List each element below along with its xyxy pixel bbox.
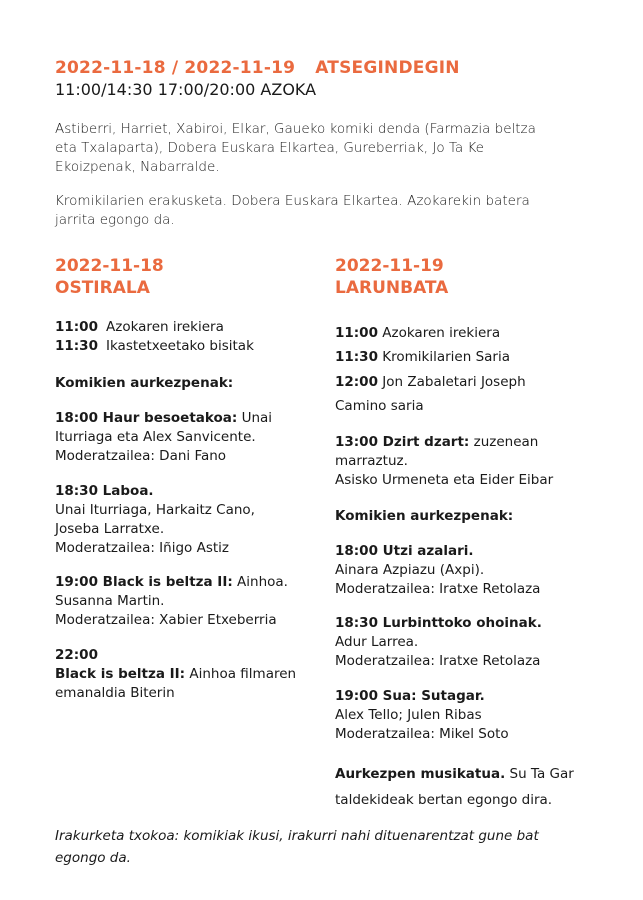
left-schedule-1 (55, 318, 224, 337)
schedule-text: Jon Zabaletari Joseph (377, 374, 526, 390)
left-date: 2022-11-18 (55, 256, 164, 276)
right-event-4 (335, 761, 574, 813)
schedule-text: Ikastetxeetako bisitak (106, 338, 254, 354)
event-text: Adur Larrea. (335, 634, 419, 650)
right-event-3 (335, 687, 509, 744)
event-title: 18:00 Utzi azalari. (335, 543, 474, 559)
header-place: ATSEGINDEGIN (315, 58, 460, 78)
footer-note (55, 825, 539, 869)
event-text: emanaldia Biterin (55, 685, 175, 701)
left-event-2 (55, 482, 255, 558)
schedule-text: Azokaren irekiera (106, 319, 224, 335)
time: 11:30 (55, 338, 98, 354)
event-text: Alex Tello; Julen Ribas (335, 707, 482, 723)
intro-line: jarrita egongo da. (55, 212, 175, 228)
event-text: zuzenean (469, 434, 539, 450)
event-text: Iturriaga eta Alex Sanvicente. (55, 429, 256, 445)
event-text: Ainhoa. (232, 574, 288, 590)
header-times: 11:00/14:30 17:00/20:00 (55, 80, 256, 99)
event-moderator: Moderatzailea: Iratxe Retolaza (335, 653, 541, 669)
event-text: taldekideak bertan egongo dira. (335, 792, 553, 808)
right-day: LARUNBATA (335, 278, 449, 298)
right-schedule-3-cont: Camino saria (335, 398, 424, 414)
event-moderator: Moderatzailea: Mikel Soto (335, 726, 509, 742)
header-subtitle (55, 80, 316, 99)
event-title: Black is beltza II: (55, 666, 186, 682)
header-dates: 2022-11-18 / 2022-11-19 (55, 58, 296, 78)
event-moderator: Moderatzailea: Dani Fano (55, 448, 227, 464)
left-day: OSTIRALA (55, 278, 150, 298)
time: 12:00 (335, 374, 378, 390)
right-date: 2022-11-19 (335, 256, 444, 276)
left-schedule-2 (55, 337, 254, 356)
event-text: Su Ta Gar (505, 766, 574, 782)
event-title: 18:30 Laboa. (55, 483, 154, 499)
left-event-4 (55, 646, 296, 703)
event-text: marraztuz. (335, 453, 408, 469)
intro-line: Kromikilarien erakusketa. Dobera Euskara Elkartea. Azokarekin batera (55, 193, 530, 209)
event-text: Unai (237, 410, 273, 426)
event-title: Aurkezpen musikatua. (335, 766, 506, 782)
header-title (55, 58, 460, 78)
intro-line: Ekoizpenak, Nabarralde. (55, 159, 220, 175)
schedule-text: Azokaren irekiera (377, 325, 501, 341)
intro-paragraph-1 (55, 120, 595, 177)
event-text: Asisko Urmeneta eta Eider Eibar (335, 472, 554, 488)
left-heading (55, 255, 164, 299)
time: 11:30 (335, 349, 378, 365)
time: 11:00 (55, 319, 98, 335)
event-moderator: Moderatzailea: Xabier Etxeberria (55, 612, 277, 628)
right-schedule-3 (335, 373, 526, 392)
intro-paragraph-2 (55, 192, 595, 230)
event-time: 22:00 (55, 647, 98, 663)
event-text: Joseba Larratxe. (55, 521, 165, 537)
event-text: Unai Iturriaga, Harkaitz Cano, (55, 502, 255, 518)
intro-line: eta Txalaparta), Dobera Euskara Elkartea, Gureberriak, Jo Ta Ke (55, 140, 484, 156)
right-presentations-heading: Komikien aurkezpenak: (335, 508, 514, 524)
right-event-0 (335, 433, 553, 490)
left-presentations-heading: Komikien aurkezpenak: (55, 375, 234, 391)
right-event-2 (335, 614, 542, 671)
header-event: AZOKA (260, 80, 317, 99)
event-moderator: Moderatzailea: Iñigo Astiz (55, 540, 229, 556)
footer-line: egongo da. (55, 850, 131, 866)
event-title: 13:00 Dzirt dzart: (335, 434, 470, 450)
event-title: 19:00 Black is beltza II: (55, 574, 233, 590)
event-title: 18:00 Haur besoetakoa: (55, 410, 238, 426)
right-heading (335, 255, 448, 299)
right-schedule-2 (335, 348, 510, 367)
event-title: 18:30 Lurbinttoko ohoinak. (335, 615, 542, 631)
left-event-3 (55, 573, 288, 630)
schedule-text: Kromikilarien Saria (377, 349, 511, 365)
right-schedule-1 (335, 324, 500, 343)
time: 11:00 (335, 325, 378, 341)
footer-line: Irakurketa txokoa: komikiak ikusi, irakurri nahi dituenarentzat gune bat (55, 828, 539, 844)
right-event-1 (335, 542, 540, 599)
event-text: Ainhoa filmaren (185, 666, 297, 682)
event-text: Ainara Azpiazu (Axpi). (335, 562, 485, 578)
left-event-1 (55, 409, 272, 466)
event-title: 19:00 Sua: Sutagar. (335, 688, 485, 704)
intro-line: Astiberri, Harriet, Xabiroi, Elkar, Gaueko komiki denda (Farmazia beltza (55, 121, 536, 137)
event-moderator: Moderatzailea: Iratxe Retolaza (335, 581, 541, 597)
event-text: Susanna Martin. (55, 593, 165, 609)
